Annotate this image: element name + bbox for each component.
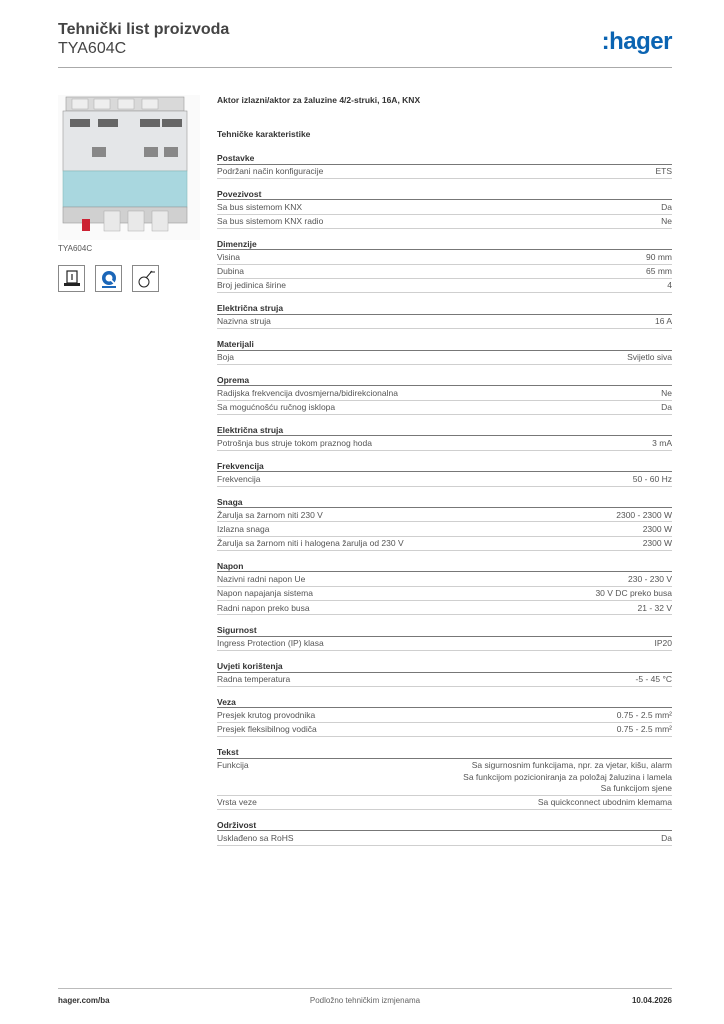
spec-label: Funkcija <box>217 760 249 771</box>
spec-label: Radijska frekvencija dvosmjerna/bidirekcionalna <box>217 387 398 398</box>
spec-section-title: Oprema <box>217 375 672 387</box>
spec-value-line: 4 <box>667 280 672 291</box>
spec-value-line: Da <box>661 832 672 843</box>
spec-value <box>655 166 672 178</box>
quicklink-icon <box>95 265 122 292</box>
spec-section <box>217 625 672 651</box>
spec-value-line: 30 V DC preko busa <box>595 588 672 599</box>
spec-value <box>667 280 672 292</box>
spec-row <box>217 572 672 586</box>
spec-label: Nazivni radni napon Ue <box>217 573 306 584</box>
din-rail-mounting-icon <box>58 265 85 292</box>
spec-value-line: ETS <box>655 166 672 176</box>
spec-value <box>643 524 672 536</box>
spec-label: Broj jedinica širine <box>217 280 286 291</box>
spec-value <box>616 510 672 522</box>
spec-value-line: Sa funkcijom sjene <box>600 783 672 794</box>
spec-value-line: 16 A <box>654 316 672 327</box>
spec-label: Radna temperatura <box>217 674 291 685</box>
spec-value <box>636 674 672 686</box>
spec-row <box>217 673 672 687</box>
spec-row <box>217 637 672 651</box>
spec-value <box>617 724 672 736</box>
spec-section-title: Električna struja <box>217 425 672 437</box>
spec-row <box>217 537 672 551</box>
spec-row <box>217 723 672 737</box>
product-description: Aktor izlazni/aktor za žaluzine 4/2-struki, 16A, KNX <box>217 95 421 105</box>
spec-label: Izlazna snaga <box>217 523 270 534</box>
technical-characteristics-title: Tehničke karakteristike <box>217 129 311 139</box>
spec-label: Frekvencija <box>217 473 261 484</box>
spec-label: Podržani način konfiguracije <box>217 166 324 176</box>
spec-value <box>661 833 672 845</box>
spec-label: Sa bus sistemom KNX <box>217 201 303 212</box>
specification-panel <box>217 95 672 846</box>
footer-divider <box>58 988 672 989</box>
spec-section-title: Frekvencija <box>217 461 672 473</box>
spec-section <box>217 661 672 687</box>
spec-section-title: Dimenzije <box>217 239 672 251</box>
spec-value <box>661 402 672 414</box>
spec-value <box>646 266 672 278</box>
spec-row <box>217 587 672 601</box>
footer-date: 10.04.2026 <box>631 996 672 1005</box>
spec-value <box>538 797 672 809</box>
product-code: TYA604C <box>58 40 127 57</box>
spec-label: Usklađeno sa RoHS <box>217 832 294 843</box>
spec-section <box>217 339 672 365</box>
spec-value <box>627 352 672 364</box>
spec-value-line: 2300 W <box>642 523 672 534</box>
spec-value-line: -5 - 45 °C <box>635 674 672 685</box>
spec-value-line: 50 - 60 Hz <box>632 473 672 484</box>
spec-row <box>217 472 672 486</box>
spec-value <box>661 202 672 214</box>
spec-section-title: Snaga <box>217 497 672 509</box>
spec-row <box>217 436 672 450</box>
spec-value <box>652 438 672 450</box>
spec-row <box>217 831 672 845</box>
spec-label: Presjek fleksibilnog vodiča <box>217 724 317 735</box>
spec-section <box>217 425 672 451</box>
logo-text: hager <box>609 28 672 55</box>
spec-value <box>655 316 672 328</box>
spec-section <box>217 303 672 329</box>
feature-icons <box>58 265 159 292</box>
spec-section <box>217 375 672 415</box>
spec-row <box>217 200 672 214</box>
spec-section-title: Tekst <box>217 747 672 759</box>
spec-section <box>217 561 672 615</box>
spec-section-title: Napon <box>217 561 672 573</box>
spec-section-title: Postavke <box>217 153 672 165</box>
spec-row <box>217 401 672 415</box>
spec-row <box>217 215 672 229</box>
spec-value-line: Svijetlo siva <box>627 352 672 363</box>
spec-section-title: Sigurnost <box>217 625 672 637</box>
spec-value-line: 21 - 32 V <box>637 602 672 613</box>
manual-switch-icon <box>132 265 159 292</box>
spec-value <box>638 603 673 615</box>
spec-label: Potrošnja bus struje tokom praznog hoda <box>217 437 372 448</box>
spec-label: Presjek krutog provodnika <box>217 709 316 720</box>
spec-value-line: Da <box>661 201 672 212</box>
spec-label: Ingress Protection (IP) klasa <box>217 638 324 649</box>
spec-value-line: 65 mm <box>646 266 672 277</box>
spec-label: Napon napajanja sistema <box>217 588 313 599</box>
spec-value-line: Ne <box>661 387 672 398</box>
spec-value <box>661 388 672 400</box>
spec-label: Radni napon preko busa <box>217 602 310 613</box>
spec-value <box>617 710 672 722</box>
spec-value-line: 2300 W <box>642 538 672 549</box>
spec-section-title: Veza <box>217 697 672 709</box>
spec-value-line: 2300 - 2300 W <box>616 509 672 520</box>
spec-section-title: Uvjeti korištenja <box>217 661 672 673</box>
spec-value-line: 230 - 230 V <box>628 573 672 584</box>
spec-row <box>217 315 672 329</box>
spec-section <box>217 153 672 179</box>
spec-label: Sa bus sistemom KNX radio <box>217 216 324 227</box>
spec-value-line: Sa funkcijom pozicioniranja za položaj žaluzina i lamela <box>463 771 672 782</box>
footer-website[interactable]: hager.com/ba <box>58 996 110 1005</box>
page-header <box>58 20 672 70</box>
spec-row <box>217 279 672 293</box>
spec-row <box>217 351 672 365</box>
spec-value-line: Da <box>661 402 672 413</box>
spec-sections <box>217 153 672 846</box>
spec-value-line: Sa sigurnosnim funkcijama, npr. za vjetar, kišu, alarm <box>471 760 672 771</box>
spec-value <box>643 538 672 550</box>
spec-label: Dubina <box>217 266 244 277</box>
hager-logo: :hager <box>601 28 672 55</box>
spec-section <box>217 820 672 846</box>
spec-row <box>217 265 672 279</box>
footer-note: Podložno tehničkim izmjenama <box>309 996 421 1005</box>
spec-row <box>217 601 672 615</box>
spec-label: Visina <box>217 251 240 262</box>
spec-row <box>217 708 672 722</box>
product-image-caption: TYA604C <box>58 244 93 253</box>
document-title: Tehnički list proizvoda <box>58 21 230 38</box>
spec-value-line: 90 mm <box>646 251 672 262</box>
spec-label: Žarulja sa žarnom niti 230 V <box>217 509 323 520</box>
spec-label: Nazivna struja <box>217 316 271 327</box>
spec-section-title: Održivost <box>217 820 672 832</box>
spec-value-line: 3 mA <box>652 437 672 448</box>
spec-section <box>217 497 672 551</box>
spec-value-line: Sa quickconnect ubodnim klemama <box>537 797 672 808</box>
spec-value-line: IP20 <box>654 638 672 649</box>
spec-value <box>655 638 673 650</box>
spec-value <box>463 760 672 795</box>
spec-section <box>217 747 672 810</box>
spec-section-title: Materijali <box>217 339 672 351</box>
spec-value <box>661 216 672 228</box>
spec-section <box>217 189 672 229</box>
spec-row <box>217 250 672 264</box>
spec-value <box>628 574 672 586</box>
spec-value <box>633 474 672 486</box>
spec-row <box>217 165 672 179</box>
spec-section-title: Električna struja <box>217 303 672 315</box>
header-divider <box>58 67 672 68</box>
spec-value-line: Ne <box>661 216 672 227</box>
spec-value-line: 0.75 - 2.5 mm² <box>616 724 672 735</box>
product-image <box>58 95 200 240</box>
spec-section <box>217 461 672 487</box>
spec-row <box>217 759 672 796</box>
spec-label: Žarulja sa žarnom niti i halogena žarulja od 230 V <box>217 538 404 549</box>
spec-section <box>217 697 672 737</box>
spec-section <box>217 239 672 293</box>
spec-label: Sa mogućnošću ručnog isklopa <box>217 402 336 413</box>
spec-section-title: Povezivost <box>217 189 672 201</box>
spec-label: Boja <box>217 352 235 363</box>
spec-value-line: 0.75 - 2.5 mm² <box>616 709 672 720</box>
spec-row <box>217 796 672 810</box>
spec-value <box>646 252 672 264</box>
spec-row <box>217 508 672 522</box>
spec-label: Vrsta veze <box>217 797 257 808</box>
spec-value <box>595 588 672 600</box>
spec-row <box>217 522 672 536</box>
knx-actuator-illustration <box>58 95 200 240</box>
spec-row <box>217 386 672 400</box>
